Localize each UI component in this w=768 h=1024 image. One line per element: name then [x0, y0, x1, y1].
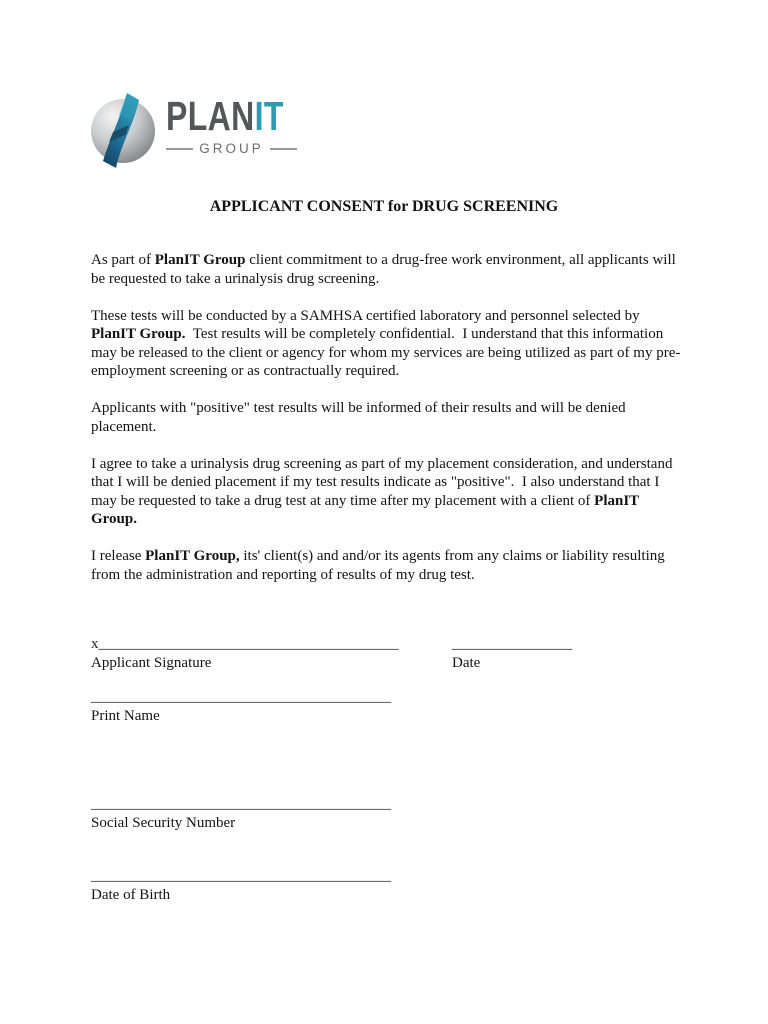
- social-security-number-label: Social Security Number: [91, 814, 236, 831]
- logo-brand-name: [166, 93, 284, 139]
- logo-divider-left: [166, 148, 193, 150]
- logo-text-group: GROUP: [199, 141, 264, 156]
- print-name-line: ________________________________________: [91, 689, 391, 705]
- date-line: ________________: [452, 636, 572, 652]
- paragraph-testing-lab: These tests will be conducted by a SAMHSA certified laboratory and personnel selected by PlanIT Group. Test results will be completely confidential. I understand that this information may be released to the client or agency for whom my services are being utilized as part of my pre-employment screening or as contractually required.: [91, 307, 681, 379]
- social-security-number-field: [91, 795, 391, 832]
- print-name-field: [91, 688, 391, 725]
- planit-sphere-icon: [90, 91, 158, 169]
- social-security-number-line: ________________________________________: [91, 796, 391, 812]
- document-title: APPLICANT CONSENT for DRUG SCREENING: [209, 198, 559, 215]
- date-of-birth-field: [91, 867, 391, 904]
- date-label: Date: [452, 654, 481, 671]
- document-body: [91, 251, 685, 603]
- date-field: [452, 635, 572, 672]
- paragraph-positive-results: Applicants with "positive" test results will be informed of their results and will be denied placement.: [91, 400, 630, 435]
- paragraph-commitment: As part of PlanIT Group client commitment to a drug-free work environment, all applicants will be requested to take a urinalysis drug screening.: [91, 252, 680, 287]
- date-of-birth-label: Date of Birth: [91, 886, 171, 903]
- logo-text-it: IT: [254, 93, 284, 139]
- print-name-label: Print Name: [91, 707, 160, 724]
- paragraph-release: I release PlanIT Group, its' client(s) and and/or its agents from any claims or liability resulting from the administration and reporting of results of my drug test.: [91, 548, 669, 583]
- logo-subtitle-row: [166, 141, 297, 156]
- planit-group-logo: [90, 91, 317, 169]
- applicant-signature-line: x________________________________________: [91, 636, 399, 652]
- signature-date-row: [91, 635, 572, 672]
- applicant-signature-field: [91, 635, 452, 672]
- logo-divider-right: [270, 148, 297, 150]
- date-of-birth-line: ________________________________________: [91, 868, 391, 884]
- logo-text-plan: PLAN: [166, 93, 255, 139]
- paragraph-agreement: I agree to take a urinalysis drug screening as part of my placement consideration, and understand that I will be denied placement if my test results indicate as "positive". I also understand that I may be requested to take a drug test at any time after my placement with a client of PlanIT Group.: [91, 455, 677, 527]
- logo-wordmark: [166, 93, 317, 156]
- applicant-signature-label: Applicant Signature: [91, 654, 212, 671]
